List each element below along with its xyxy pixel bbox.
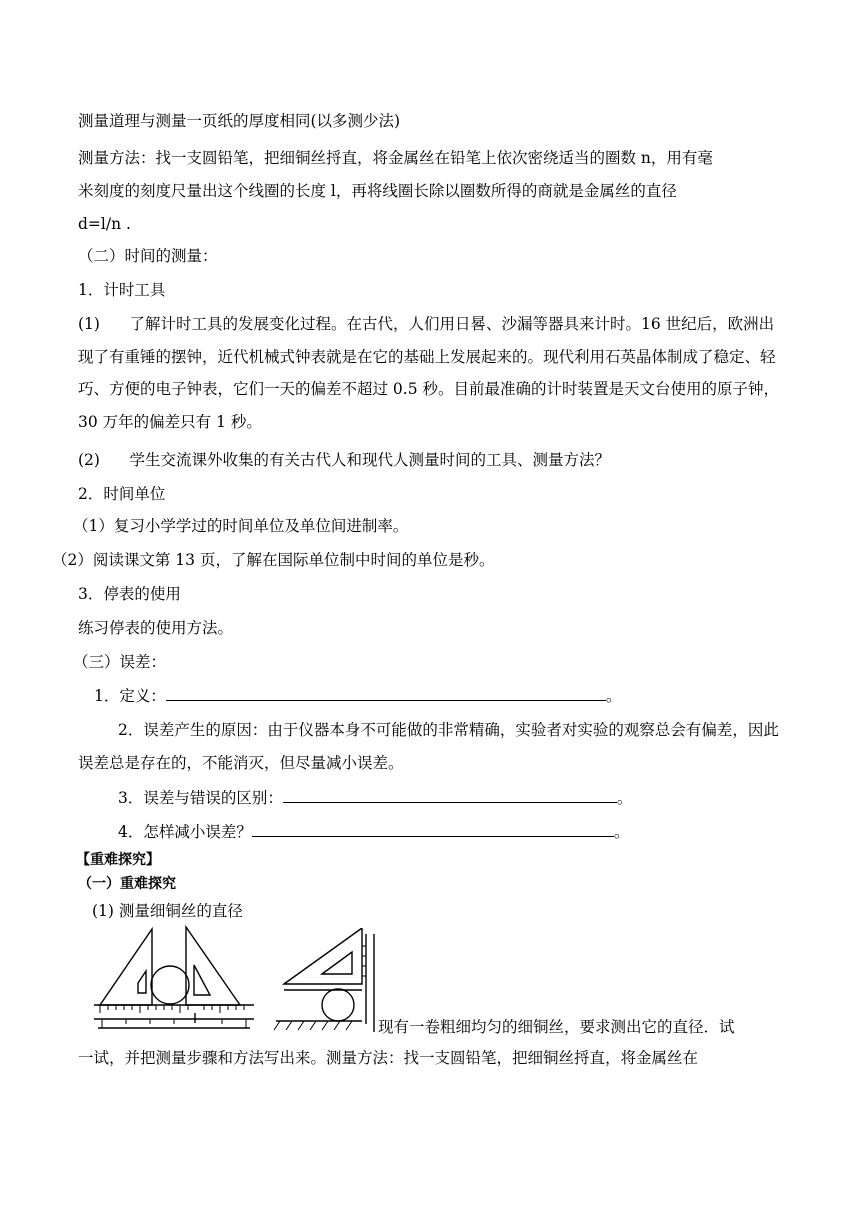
error-vs-mistake-label: 3．误差与错误的区别：: [118, 789, 283, 807]
error-definition-label: 1．定义：: [94, 687, 166, 705]
figure-wall-measurement: [266, 928, 381, 1038]
method-line-3: d=l/n .: [78, 215, 131, 233]
error-definition-blank[interactable]: [166, 686, 606, 701]
key-subheading: （一）重难探究: [78, 876, 176, 892]
method-line-2: 米刻度的刻度尺量出这个线圈的长度 l，再将线圈长除以圈数所得的商就是金属丝的直径: [78, 182, 677, 200]
item1-paragraph-2: (2) 学生交流课外收集的有关古代人和现代人测量时间的工具、测量方法？: [78, 451, 611, 469]
reduce-error-period: 。: [613, 823, 630, 841]
reduce-error-label: 4．怎样减小误差？: [118, 823, 252, 841]
figure-set-squares-ruler: [90, 925, 260, 1035]
error-vs-mistake-blank[interactable]: [283, 788, 617, 803]
principle-text: 测量道理与测量一页纸的厚度相同(以多测少法): [78, 112, 401, 130]
item1-title: 1．计时工具: [78, 281, 166, 299]
reduce-error-blank[interactable]: [252, 822, 614, 837]
error-definition: [94, 686, 621, 706]
task-line-2: 一试，并把测量步骤和方法写出来。测量方法：找一支圆铅笔，把细铜丝捋直，将金属丝在: [78, 1049, 699, 1067]
section3-title: （三）误差：: [73, 653, 167, 671]
item1-paragraph-1: (1) 了解计时工具的发展变化过程。在古代，人们用日晷、沙漏等器具来计时。16 世纪后，欧洲出现了有重锤的摆钟，近代机械式钟表就是在它的基础上发展起来的。现代利用石英晶体制成了稳定、轻巧、方便的电子钟表，它们一天的偏差不超过 0.5 秒。目前最准确的计时装置是天文台使用的原子钟，30 万年的偏差只有 1 秒。: [78, 315, 780, 431]
item3-paragraph-1: 练习停表的使用方法。: [78, 619, 234, 637]
task-line-1: 现有一卷粗细均匀的细铜丝，要求测出它的直径．试: [378, 1018, 735, 1036]
item2-paragraph-1: （1）复习小学学过的时间单位及单位间进制率。: [73, 517, 409, 535]
item2-paragraph-2: （2）阅读课文第 13 页，了解在国际单位制中时间的单位是秒。: [52, 551, 495, 569]
error-definition-period: 。: [605, 687, 622, 705]
key-item-1: (1) 测量细铜丝的直径: [92, 902, 243, 920]
item3-title: 3．停表的使用: [78, 585, 181, 603]
error-causes: 2．误差产生的原因：由于仪器本身不可能做的非常精确，实验者对实验的观察总会有偏差，因此误差总是存在的，不能消灭，但尽量减小误差。: [78, 721, 779, 772]
section2-title: （二）时间的测量：: [78, 247, 218, 265]
key-heading: 【重难探究】: [76, 852, 160, 868]
error-vs-mistake-period: 。: [616, 789, 633, 807]
reduce-error: [118, 822, 629, 842]
method-line-1: 测量方法：找一支圆铅笔，把细铜丝捋直，将金属丝在铅笔上依次密绕适当的圈数 n，用有毫: [78, 149, 713, 167]
item2-title: 2．时间单位: [78, 485, 166, 503]
error-vs-mistake: [118, 788, 632, 808]
